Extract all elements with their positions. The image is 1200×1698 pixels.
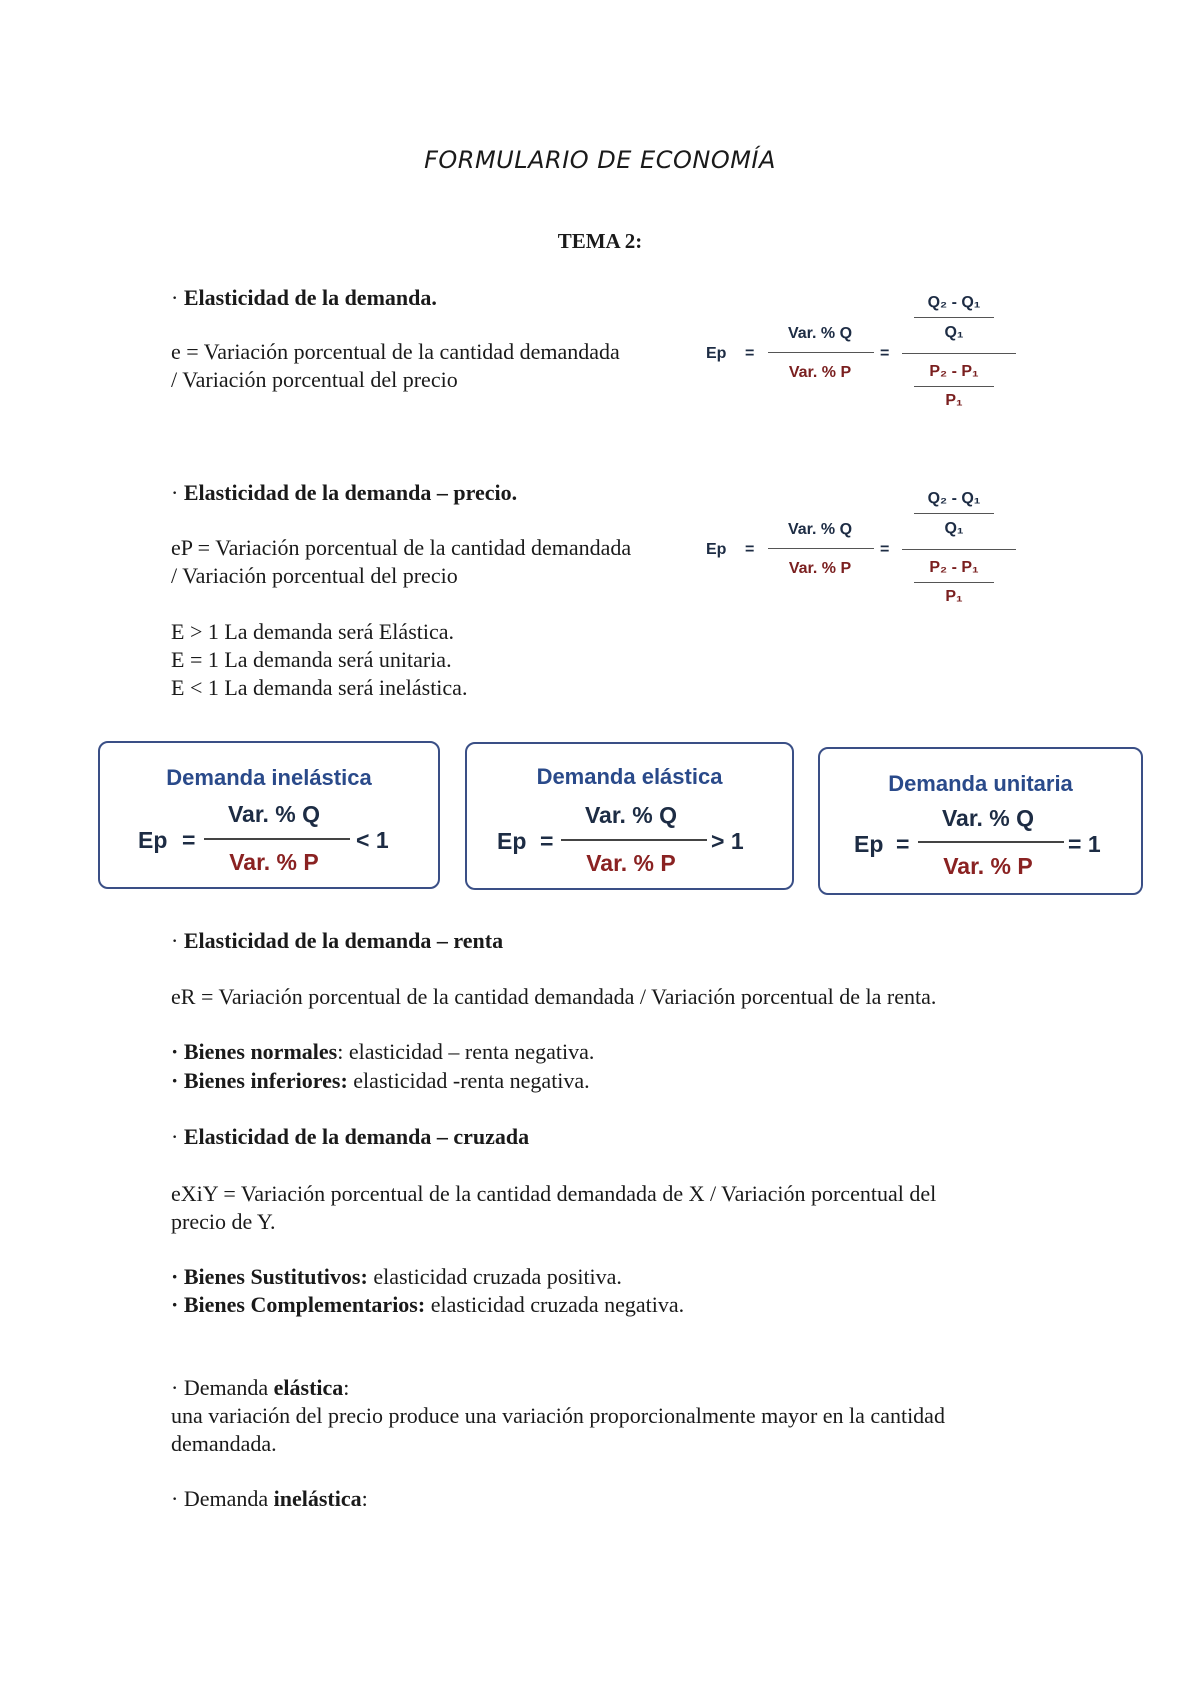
elasticity-formula: Ep = Var. % Q Var. % P = Q₂ - Q₁ Q₁ P₂ - P₁ P₁ [706,288,1016,418]
section-heading-precio: · Elasticidad de la demanda – precio. [171,480,518,505]
elasticity-rule: E < 1 La demanda será inelástica. [171,675,468,700]
section-heading-cruzada: · Elasticidad de la demanda – cruzada [171,1124,530,1149]
definition-line: precio de Y. [171,1209,276,1234]
definition-line: / Variación porcentual del precio [171,563,458,588]
definition-line: eXiY = Variación porcentual de la cantidad demandada de X / Variación porcentual del [171,1181,937,1206]
definition-line: eR = Variación porcentual de la cantidad demandada / Variación porcentual de la renta. [171,984,937,1009]
price-elasticity-formula: Ep = Var. % Q Var. % P = Q₂ - Q₁ Q₁ P₂ - P₁ P₁ [706,484,1016,614]
demanda-inelastica-heading: · Demanda inelástica: [171,1486,368,1511]
section-heading-elasticidad: · Elasticidad de la demanda. [171,285,437,310]
elasticity-rule: E = 1 La demanda será unitaria. [171,647,452,672]
list-item: · Bienes Sustitutivos: elasticidad cruzada positiva. [171,1264,622,1289]
box-demanda-inelastica: Demanda inelástica Ep = Var. % Q Var. % P < 1 [98,741,440,889]
box-demanda-elastica: Demanda elástica Ep = Var. % Q Var. % P > 1 [465,742,794,890]
page-title: FORMULARIO DE ECONOMÍA [424,146,776,174]
topic-heading: TEMA 2: [557,229,643,253]
list-item: · Bienes normales: elasticidad – renta negativa. [171,1039,595,1064]
section-heading-renta: · Elasticidad de la demanda – renta [171,928,504,953]
definition-line: / Variación porcentual del precio [171,367,458,392]
list-item: · Bienes Complementarios: elasticidad cruzada negativa. [171,1292,685,1317]
demanda-elastica-heading: · Demanda elástica: [171,1375,350,1400]
definition-line: demandada. [171,1431,277,1456]
definition-line: una variación del precio produce una variación proporcionalmente mayor en la cantidad [171,1403,945,1428]
box-demanda-unitaria: Demanda unitaria Ep = Var. % Q Var. % P = 1 [818,747,1143,895]
elasticity-rule: E > 1 La demanda será Elástica. [171,619,455,644]
definition-line: e = Variación porcentual de la cantidad demandada [171,339,620,364]
list-item: · Bienes inferiores: elasticidad -renta negativa. [171,1068,590,1093]
definition-line: eP = Variación porcentual de la cantidad demandada [171,535,632,560]
